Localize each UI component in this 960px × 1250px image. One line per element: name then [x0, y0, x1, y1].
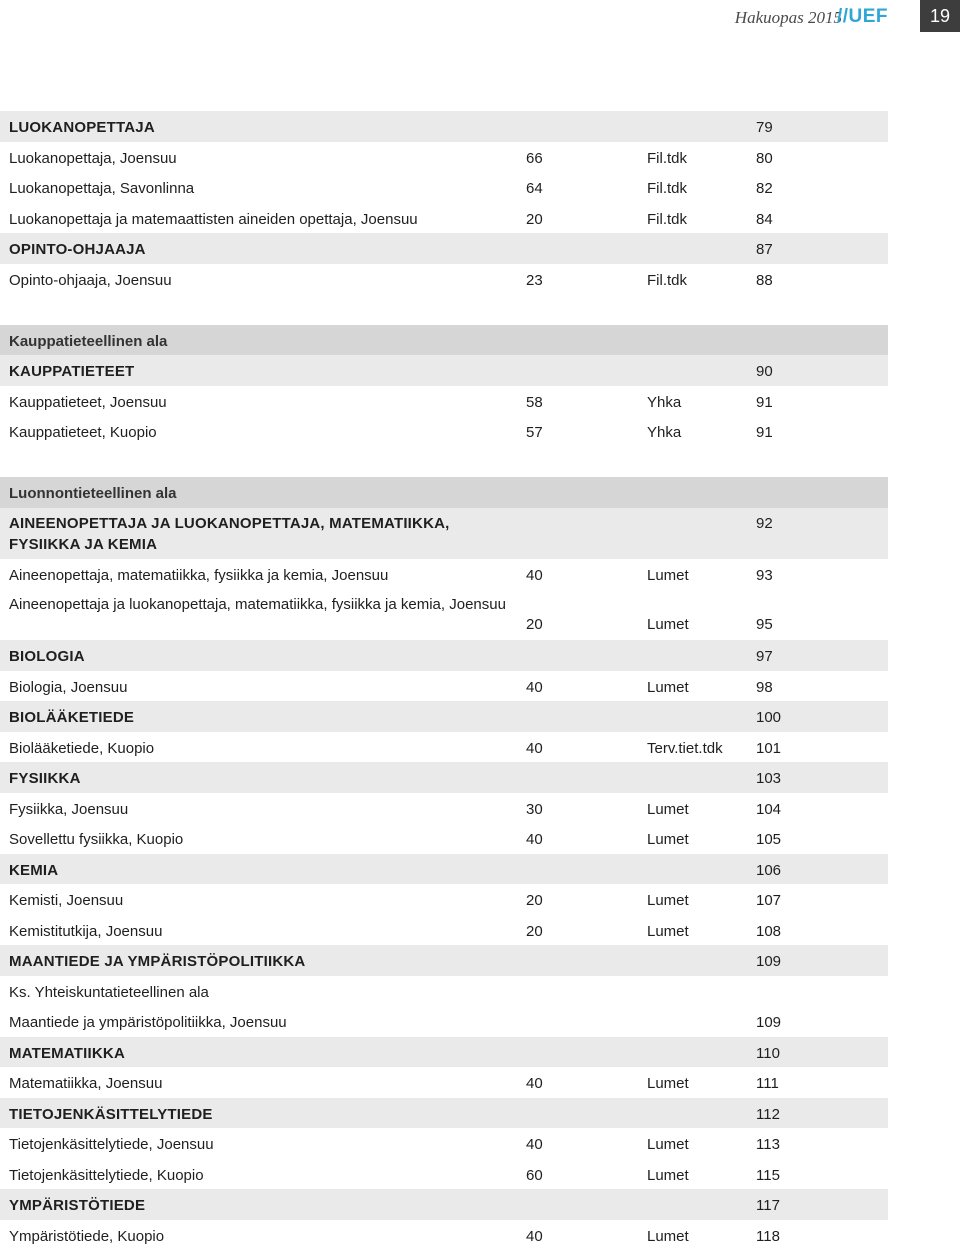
field-header-row: [0, 701, 888, 732]
programme-name: Sovellettu fysiikka, Kuopio: [9, 830, 509, 850]
faculty: Lumet: [647, 1227, 689, 1247]
intake-places: 20: [526, 922, 543, 942]
field-header-row: [0, 854, 888, 885]
programme-row: [0, 976, 888, 1007]
page-ref: 111: [756, 1074, 779, 1094]
programme-row: [0, 172, 888, 203]
programme-row: [0, 416, 888, 447]
programme-row: [0, 264, 888, 295]
page-ref: 92: [756, 514, 773, 534]
page-ref: 109: [756, 952, 781, 972]
programme-name: Biolääketiede, Kuopio: [9, 739, 509, 759]
page-ref: 118: [756, 1227, 780, 1247]
section-header-row: [0, 325, 888, 356]
programme-table: [0, 111, 888, 1250]
page-ref: 88: [756, 271, 773, 291]
uef-logo: //UEF: [837, 6, 888, 28]
intake-places: 58: [526, 393, 543, 413]
programme-row: [0, 793, 888, 824]
section-header-row: [0, 477, 888, 508]
page-ref: 103: [756, 769, 781, 789]
intake-places: 40: [526, 566, 543, 586]
page-ref: 109: [756, 1013, 781, 1033]
field-header-row: [0, 233, 888, 264]
programme-name: Matematiikka, Joensuu: [9, 1074, 509, 1094]
programme-name: Kemisti, Joensuu: [9, 891, 509, 911]
field-header-row: [0, 508, 888, 559]
programme-name: Kauppatieteet, Joensuu: [9, 393, 509, 413]
page-ref: 97: [756, 647, 773, 667]
programme-name: Luokanopettaja, Savonlinna: [9, 179, 509, 199]
intake-places: 64: [526, 179, 543, 199]
programme-row: [0, 142, 888, 173]
intake-places: 40: [526, 739, 543, 759]
intake-places: 30: [526, 800, 543, 820]
faculty: Lumet: [647, 1074, 689, 1094]
programme-row: [0, 1067, 888, 1098]
page-ref: 93: [756, 566, 773, 586]
programme-name: Kauppatieteet, Kuopio: [9, 423, 509, 443]
page-ref: 105: [756, 830, 781, 850]
page-ref: 82: [756, 179, 773, 199]
programme-name: Tietojenkäsittelytiede, Kuopio: [9, 1166, 509, 1186]
intake-places: 57: [526, 423, 543, 443]
field-header-row: [0, 762, 888, 793]
programme-row: [0, 589, 888, 640]
programme-name: Tietojenkäsittelytiede, Joensuu: [9, 1135, 509, 1155]
faculty: Yhka: [647, 423, 681, 443]
programme-name: Biologia, Joensuu: [9, 678, 509, 698]
programme-name: Maantiede ja ympäristöpolitiikka, Joensuu: [9, 1013, 509, 1033]
page-ref: 95: [756, 615, 773, 635]
programme-name: Fysiikka, Joensuu: [9, 800, 509, 820]
programme-name: Opinto-ohjaaja, Joensuu: [9, 271, 509, 291]
faculty: Lumet: [647, 1166, 689, 1186]
intake-places: 40: [526, 1227, 543, 1247]
intake-places: 20: [526, 615, 543, 635]
programme-row: [0, 732, 888, 763]
programme-name: AINEENOPETTAJA JA LUOKANOPETTAJA, MATEMATIIKKA, FYSIIKKA JA KEMIA: [9, 513, 509, 555]
programme-name: OPINTO-OHJAAJA: [9, 240, 509, 260]
programme-row: [0, 203, 888, 234]
programme-row: [0, 386, 888, 417]
field-header-row: [0, 1098, 888, 1129]
programme-name: YMPÄRISTÖTIEDE: [9, 1196, 509, 1216]
page-ref: 110: [756, 1044, 780, 1064]
page-ref: 112: [756, 1105, 780, 1125]
programme-name: Aineenopettaja ja luokanopettaja, matematiikka, fysiikka ja kemia, Joensuu: [9, 594, 509, 615]
programme-name: FYSIIKKA: [9, 769, 509, 789]
programme-name: Kemistitutkija, Joensuu: [9, 922, 509, 942]
programme-name: LUOKANOPETTAJA: [9, 118, 509, 138]
programme-row: [0, 559, 888, 590]
page-ref: 100: [756, 708, 781, 728]
page-ref: 79: [756, 118, 773, 138]
field-header-row: [0, 1189, 888, 1220]
programme-name: KAUPPATIETEET: [9, 362, 509, 382]
field-header-row: [0, 1037, 888, 1068]
section-gap: [0, 294, 888, 325]
page-ref: 113: [756, 1135, 780, 1155]
faculty: Lumet: [647, 891, 689, 911]
page-ref: 80: [756, 149, 773, 169]
faculty: Lumet: [647, 922, 689, 942]
faculty: Terv.tiet.tdk: [647, 739, 723, 759]
programme-row: [0, 1006, 888, 1037]
intake-places: 60: [526, 1166, 543, 1186]
programme-name: Luonnontieteellinen ala: [9, 484, 509, 504]
faculty: Yhka: [647, 393, 681, 413]
page-ref: 108: [756, 922, 781, 942]
faculty: Lumet: [647, 830, 689, 850]
programme-row: [0, 1159, 888, 1190]
programme-row: [0, 671, 888, 702]
faculty: Fil.tdk: [647, 210, 687, 230]
field-header-row: [0, 111, 888, 142]
programme-name: Ympäristötiede, Kuopio: [9, 1227, 509, 1247]
faculty: Lumet: [647, 566, 689, 586]
page-ref: 91: [756, 423, 773, 443]
programme-row: [0, 1128, 888, 1159]
programme-row: [0, 884, 888, 915]
programme-name: MAANTIEDE JA YMPÄRISTÖPOLITIIKKA: [9, 952, 509, 972]
programme-name: Luokanopettaja ja matemaattisten aineiden opettaja, Joensuu: [9, 210, 509, 230]
faculty: Lumet: [647, 1135, 689, 1155]
page-ref: 117: [756, 1196, 780, 1216]
programme-row: [0, 915, 888, 946]
page-header: [0, 0, 960, 34]
programme-name: BIOLÄÄKETIEDE: [9, 708, 509, 728]
intake-places: 40: [526, 678, 543, 698]
page-ref: 84: [756, 210, 773, 230]
intake-places: 20: [526, 210, 543, 230]
programme-name: Ks. Yhteiskuntatieteellinen ala: [9, 983, 509, 1003]
faculty: Lumet: [647, 678, 689, 698]
page-ref: 91: [756, 393, 773, 413]
intake-places: 40: [526, 1135, 543, 1155]
faculty: Fil.tdk: [647, 179, 687, 199]
header-title: Hakuopas 2015: [735, 8, 842, 28]
section-gap: [0, 447, 888, 478]
field-header-row: [0, 945, 888, 976]
programme-name: Kauppatieteellinen ala: [9, 332, 509, 352]
page-number: 19: [920, 0, 960, 32]
page-ref: 101: [756, 739, 781, 759]
programme-row: [0, 1220, 888, 1250]
page-ref: 87: [756, 240, 773, 260]
programme-name: MATEMATIIKKA: [9, 1044, 509, 1064]
programme-name: BIOLOGIA: [9, 647, 509, 667]
faculty: Lumet: [647, 615, 689, 635]
page-ref: 106: [756, 861, 781, 881]
faculty: Lumet: [647, 800, 689, 820]
programme-name: Luokanopettaja, Joensuu: [9, 149, 509, 169]
intake-places: 40: [526, 1074, 543, 1094]
programme-name: Aineenopettaja, matematiikka, fysiikka ja kemia, Joensuu: [9, 566, 509, 586]
page-ref: 107: [756, 891, 781, 911]
intake-places: 23: [526, 271, 543, 291]
programme-name: TIETOJENKÄSITTELYTIEDE: [9, 1105, 509, 1125]
page-ref: 98: [756, 678, 773, 698]
intake-places: 20: [526, 891, 543, 911]
intake-places: 66: [526, 149, 543, 169]
faculty: Fil.tdk: [647, 149, 687, 169]
field-header-row: [0, 355, 888, 386]
programme-row: [0, 823, 888, 854]
faculty: Fil.tdk: [647, 271, 687, 291]
page-ref: 115: [756, 1166, 780, 1186]
page-ref: 90: [756, 362, 773, 382]
intake-places: 40: [526, 830, 543, 850]
programme-name: KEMIA: [9, 861, 509, 881]
field-header-row: [0, 640, 888, 671]
page-ref: 104: [756, 800, 781, 820]
